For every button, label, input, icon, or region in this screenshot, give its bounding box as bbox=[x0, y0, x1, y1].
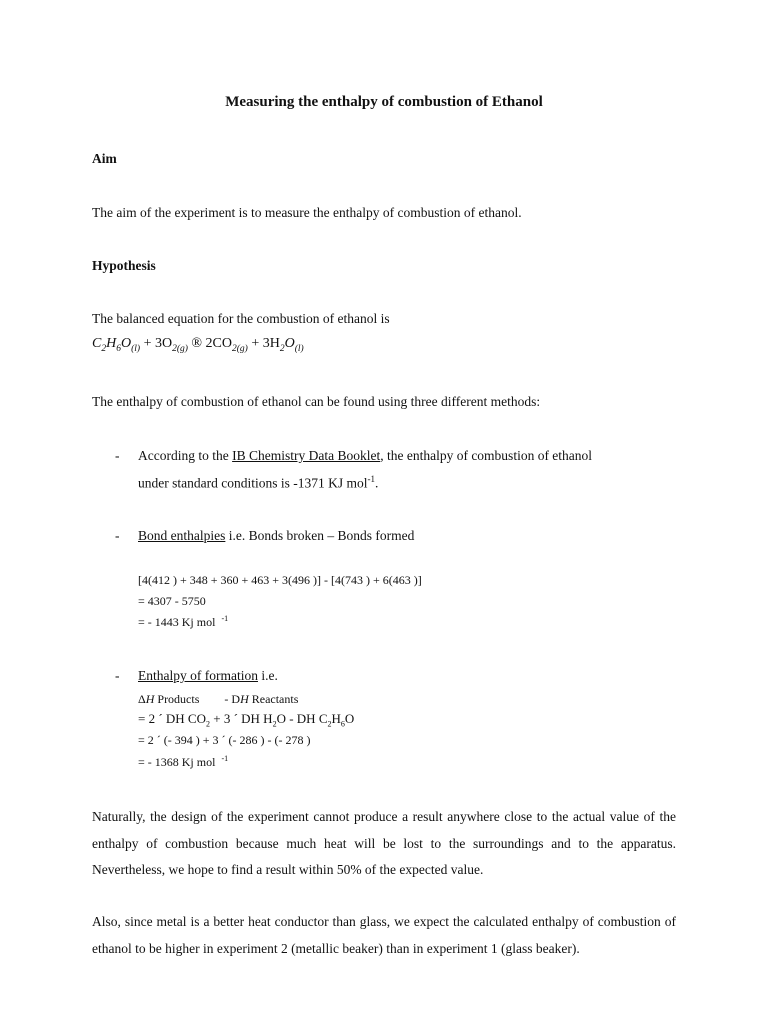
eq-plus2: + 3H bbox=[251, 336, 280, 351]
method-1-post: , the enthalpy of combustion of ethanol bbox=[380, 448, 593, 463]
list-bullet-dash: - bbox=[115, 668, 120, 683]
row2-a: = 2 ´ DH CO bbox=[138, 711, 206, 726]
eq-arrow: ® bbox=[191, 336, 203, 351]
row2-d: H bbox=[331, 711, 341, 726]
bond-calc-line-3 bbox=[138, 614, 228, 630]
aim-heading: Aim bbox=[92, 151, 117, 166]
row2-sub2: 2 bbox=[272, 719, 277, 729]
bond-calc-result: = - 1443 Kj mol bbox=[138, 615, 216, 629]
formation-result: = - 1368 Kj mol bbox=[138, 755, 216, 769]
eq-h-sub: 6 bbox=[116, 343, 121, 354]
hypothesis-heading: Hypothesis bbox=[92, 258, 156, 273]
h-symbol: H bbox=[240, 692, 249, 706]
reactants-label: Reactants bbox=[248, 692, 299, 706]
products-label: Products bbox=[154, 692, 200, 706]
method-1-sup: -1 bbox=[367, 474, 375, 484]
formation-row-1 bbox=[138, 692, 298, 707]
paragraph-naturally: Naturally, the design of the experiment cannot produce a result anywhere close to the actual value of the enthalpy of combustion because much heat will be lost to the surroundings and to the apparatus. Nevertheless, we hope to find a result within 50% of the expected value. bbox=[92, 809, 676, 877]
h-symbol: H bbox=[145, 692, 155, 706]
bond-enthalpies-link[interactable]: Bond enthalpies bbox=[138, 528, 226, 543]
row2-sub3: 2 bbox=[327, 719, 332, 729]
method-2-post: i.e. Bonds broken – Bonds formed bbox=[225, 528, 415, 543]
combustion-equation bbox=[92, 336, 304, 354]
eq-o2: O bbox=[284, 336, 295, 351]
balanced-intro: The balanced equation for the combustion of ethanol is bbox=[92, 311, 390, 326]
paragraph-metal: Also, since metal is a better heat conductor than glass, we expect the calculated enthalpy of combustion of ethanol to be higher in experiment 2 (metallic beaker) than in experiment 1 (glass beaker). bbox=[92, 914, 676, 956]
row2-e: O bbox=[344, 711, 355, 726]
method-1-line-1 bbox=[138, 448, 592, 464]
aim-text: The aim of the experiment is to measure the enthalpy of combustion of ethanol. bbox=[92, 205, 522, 220]
formation-row-3: = 2 ´ (- 394 ) + 3 ´ (- 286 ) - (- 278 ) bbox=[138, 733, 311, 747]
formation-row-2 bbox=[138, 711, 354, 729]
row2-c: O - DH C bbox=[276, 711, 328, 726]
eq-o2-state: (l) bbox=[294, 343, 304, 354]
eq-c-sub: 2 bbox=[101, 343, 107, 354]
list-bullet-dash: - bbox=[115, 448, 120, 463]
eq-o2-sub: 2(g) bbox=[172, 343, 188, 354]
eq-o-state: (l) bbox=[131, 343, 141, 354]
row2-sub4: 6 bbox=[340, 719, 345, 729]
method-3-post: i.e. bbox=[257, 668, 278, 683]
formation-row-4 bbox=[138, 754, 228, 770]
bond-calc-line-2: = 4307 - 5750 bbox=[138, 594, 206, 608]
row2-sub1: 2 bbox=[206, 719, 210, 729]
list-bullet-dash: - bbox=[115, 528, 120, 543]
methods-intro: The enthalpy of combustion of ethanol can be found using three different methods: bbox=[92, 394, 541, 409]
method-1-pre: According to the bbox=[138, 448, 233, 463]
eq-h2-sub: 2 bbox=[279, 343, 285, 354]
enthalpy-of-formation-link[interactable]: Enthalpy of formation bbox=[138, 668, 258, 683]
bond-calc-sup: -1 bbox=[221, 614, 229, 623]
formation-sup: -1 bbox=[221, 754, 229, 763]
row2-b: + 3 ´ DH H bbox=[210, 711, 273, 726]
eq-o: O bbox=[120, 336, 132, 351]
eq-c: C bbox=[92, 336, 102, 351]
method-1-line-2 bbox=[138, 474, 378, 492]
bond-calc-line-1: [4(412 ) + 348 + 360 + 463 + 3(496 )] - [4(743 ) + 6(463 )] bbox=[138, 573, 422, 587]
data-booklet-link[interactable]: IB Chemistry Data Booklet bbox=[232, 448, 381, 463]
eq-co2-sub: 2(g) bbox=[232, 343, 248, 354]
document-title: Measuring the enthalpy of combustion of Ethanol bbox=[225, 94, 543, 110]
method-1-end: . bbox=[374, 475, 379, 491]
eq-co2: 2CO bbox=[205, 336, 232, 351]
minus-d: - D bbox=[224, 692, 241, 706]
eq-h: H bbox=[106, 336, 117, 351]
eq-plus1: + 3O bbox=[143, 336, 173, 351]
method-3-line bbox=[138, 668, 278, 684]
method-2-line bbox=[138, 528, 414, 544]
method-1-line-2-text: under standard conditions is -1371 KJ mol bbox=[138, 475, 368, 491]
delta-symbol: Δ bbox=[138, 692, 146, 706]
